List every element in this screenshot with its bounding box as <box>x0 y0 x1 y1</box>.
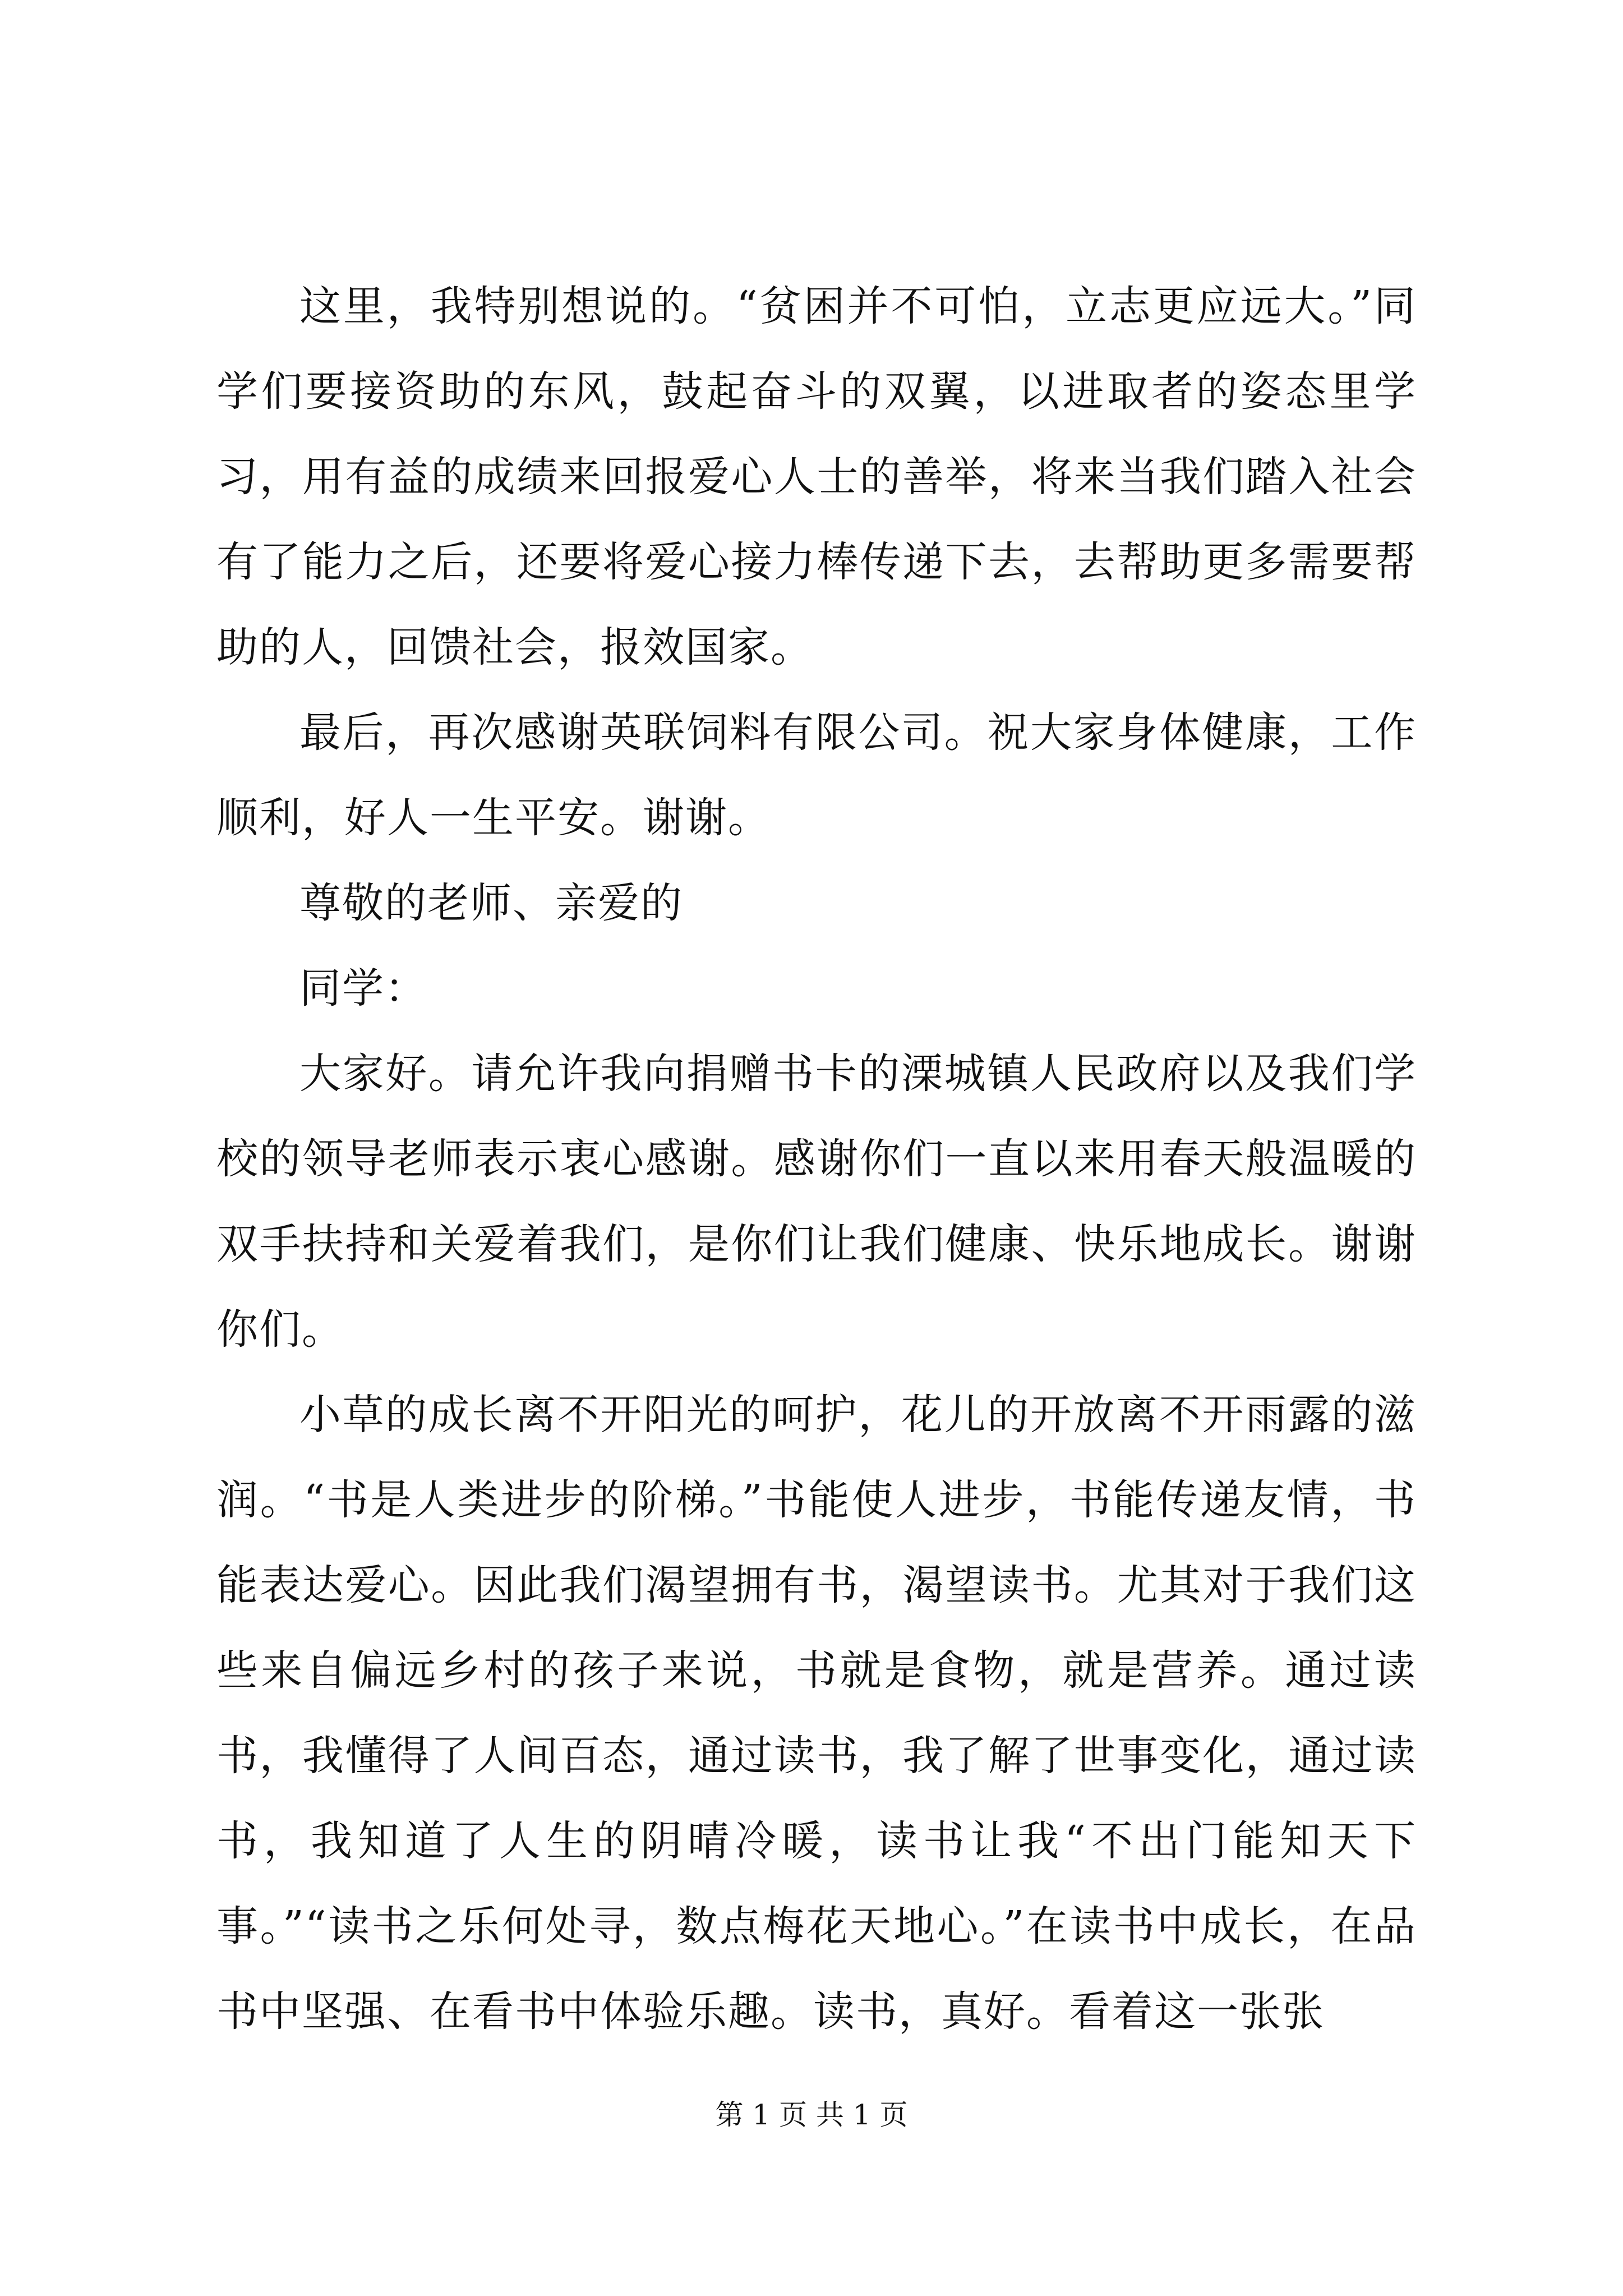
paragraph-thanks: 最后，再次感谢英联饲料有限公司。祝大家身体健康，工作顺利，好人一生平安。谢谢。 <box>216 708 1417 842</box>
paragraph-greeting: 大家好。请允许我向捐赠书卡的溧城镇人民政府以及我们学校的领导老师表示衷心感谢。感谢你们一直以来用春天般温暖的双手扶持和关爱着我们，是你们让我们健康、快乐地成长。谢谢你们。 <box>216 1050 1417 1354</box>
document-body <box>216 264 1417 2054</box>
paragraph-poverty: 这里，我特别想说的。“贫困并不可怕，立志更应远大。”同学们要接资助的东风，鼓起奋斗的双翼，以进取者的姿态里学习，用有益的成绩来回报爱心人士的善举，将来当我们踏入社会有了能力之后，还要将爱心接力棒传递下去，去帮助更多需要帮助的人，回馈社会，报效国家。 <box>216 282 1417 671</box>
paragraph-reading: 小草的成长离不开阳光的呵护，花儿的开放离不开雨露的滋润。“书是人类进步的阶梯。”书能使人进步，书能传递友情，书能表达爱心。因此我们渴望拥有书，渴望读书。尤其对于我们这些来自偏远乡村的孩子来说，书就是食物，就是营养。通过读书，我懂得了人间百态，通过读书，我了解了世事变化，通过读书，我知道了人生的阴晴冷暖，读书让我“不出门能知天下事。”“读书之乐何处寻，数点梅花天地心。”在读书中成长，在品书中坚强、在看书中体验乐趣。读书，真好。看着这一张张 <box>216 1391 1417 2036</box>
page-footer: 第 1 页 共 1 页 <box>715 2099 908 2131</box>
salutation-line-1: 尊敬的老师、亲爱的 <box>299 879 683 927</box>
salutation-line-2: 同学： <box>299 964 427 1013</box>
